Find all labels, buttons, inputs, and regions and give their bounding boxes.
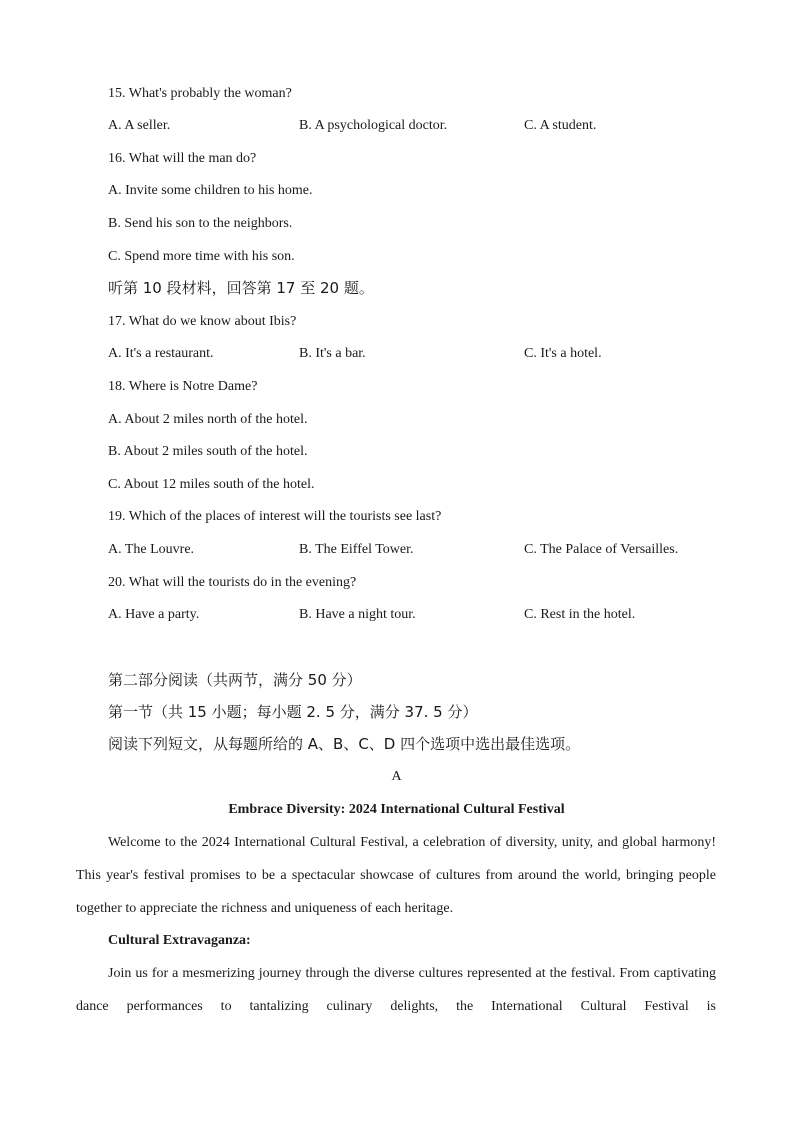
q20-option-b: B. Have a night tour. <box>299 607 416 622</box>
question-15: 15. What's probably the woman? <box>108 86 292 101</box>
q16-option-a: A. Invite some children to his home. <box>108 183 313 198</box>
part2-section1-heading: 第一节（共 15 小题；每小题 2. 5 分，满分 37. 5 分） <box>108 703 478 721</box>
listening-instruction: 听第 10 段材料，回答第 17 至 20 题。 <box>108 279 374 297</box>
question-20: 20. What will the tourists do in the evening? <box>108 575 357 590</box>
q19-option-c: C. The Palace of Versailles. <box>524 542 679 557</box>
q18-option-a: A. About 2 miles north of the hotel. <box>108 412 308 427</box>
q20-option-a: A. Have a party. <box>108 607 200 622</box>
q16-option-c: C. Spend more time with his son. <box>108 249 295 264</box>
q19-option-a: A. The Louvre. <box>108 542 195 557</box>
passage-paragraph-1 <box>76 826 716 925</box>
q18-option-b: B. About 2 miles south of the hotel. <box>108 444 308 459</box>
paragraph-2-text: Join us for a mesmerizing journey through the diverse cultures represented at the festival. From captivating dance performances to tantalizing culinary delights, the International Cultural Festival is <box>76 966 716 1014</box>
q15-option-a: A. A seller. <box>108 118 171 133</box>
passage-label: A <box>391 769 402 784</box>
paragraph-1-text: Welcome to the 2024 International Cultural Festival, a celebration of diversity, unity, and global harmony! This year's festival promises to be a spectacular showcase of cultures from around the world, bringing people together to appreciate the richness and uniqueness of each heritage. <box>76 835 716 916</box>
q20-option-c: C. Rest in the hotel. <box>524 607 636 622</box>
question-18: 18. Where is Notre Dame? <box>108 379 258 394</box>
q17-option-b: B. It's a bar. <box>299 346 366 361</box>
part2-heading: 第二部分阅读（共两节，满分 50 分） <box>108 671 362 689</box>
part2-instruction: 阅读下列短文，从每题所给的 A、B、C、D 四个选项中选出最佳选项。 <box>108 735 581 753</box>
q19-option-b: B. The Eiffel Tower. <box>299 542 414 557</box>
q17-option-c: C. It's a hotel. <box>524 346 602 361</box>
passage-title: Embrace Diversity: 2024 International Cultural Festival <box>228 802 565 817</box>
question-19: 19. Which of the places of interest will the tourists see last? <box>108 509 442 524</box>
q16-option-b: B. Send his son to the neighbors. <box>108 216 293 231</box>
question-17: 17. What do we know about Ibis? <box>108 314 297 329</box>
passage-paragraph-2 <box>76 957 716 1023</box>
q15-option-c: C. A student. <box>524 118 597 133</box>
question-16: 16. What will the man do? <box>108 151 257 166</box>
passage-subheading: Cultural Extravaganza: <box>108 933 251 948</box>
q18-option-c: C. About 12 miles south of the hotel. <box>108 477 315 492</box>
q15-option-b: B. A psychological doctor. <box>299 118 448 133</box>
q17-option-a: A. It's a restaurant. <box>108 346 214 361</box>
